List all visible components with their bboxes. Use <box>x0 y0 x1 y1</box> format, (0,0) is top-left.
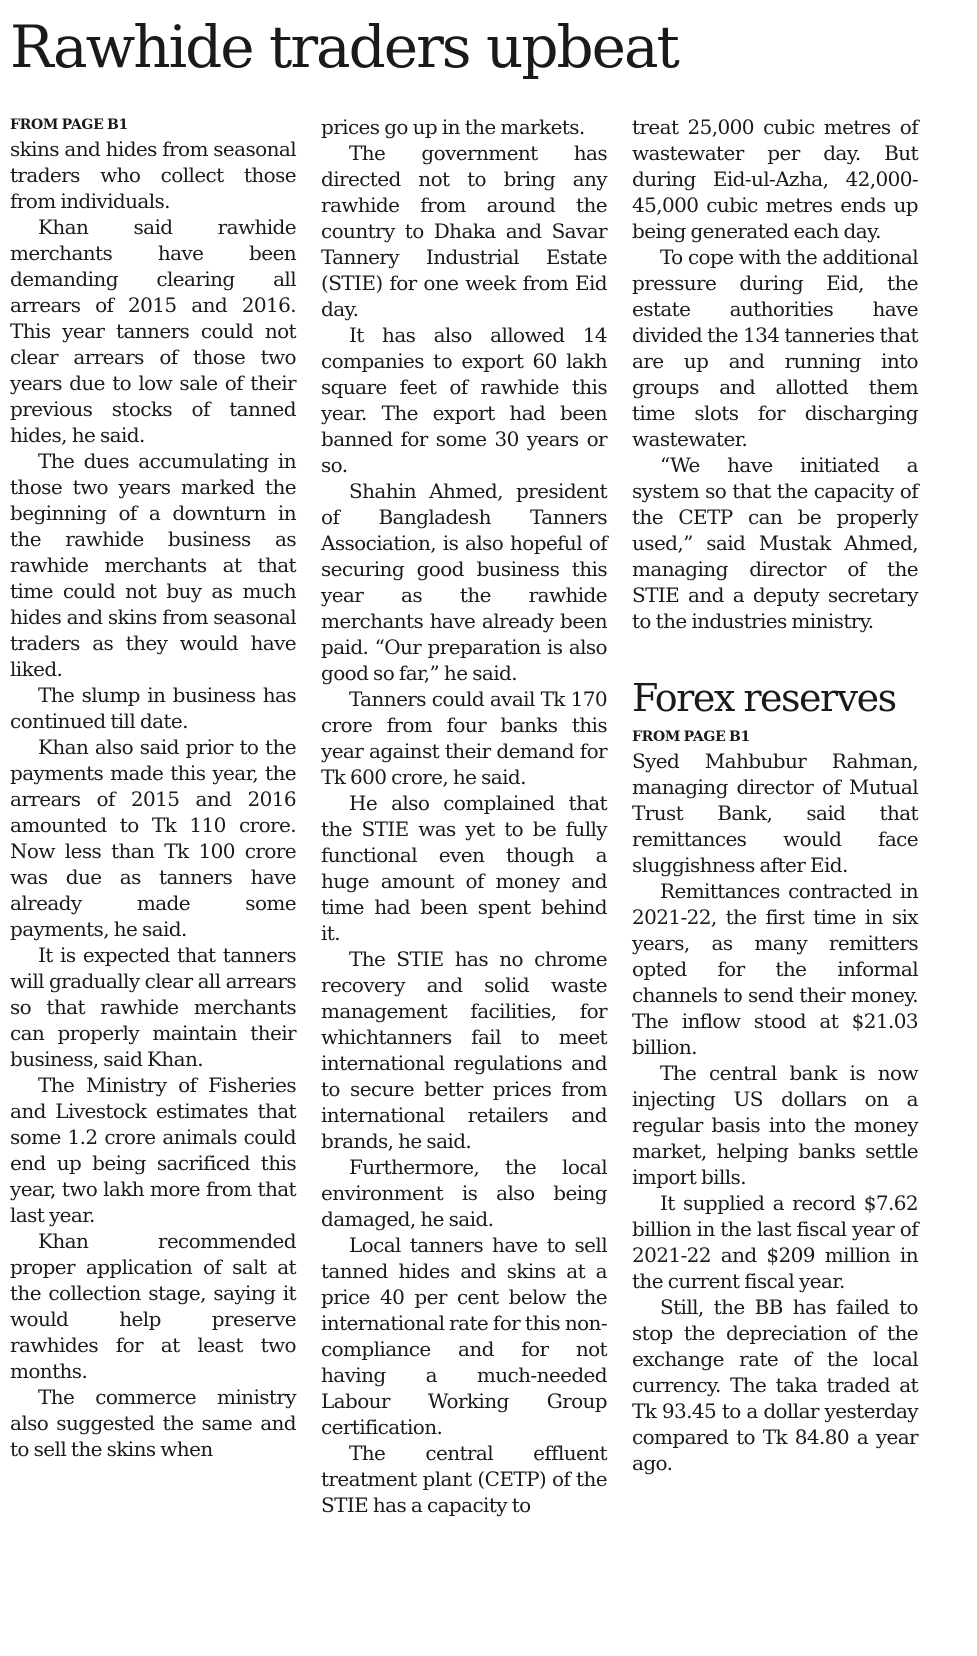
article-headline: Rawhide traders upbeat <box>10 13 678 81</box>
paragraph: It is expected that tanners will gradually clear all arrears so that rawhide merchants can properly maintain their business, said Khan. <box>10 943 296 1071</box>
forex-headline: Forex reserves <box>632 676 896 720</box>
article-column-1 <box>10 114 296 1462</box>
paragraph: Tanners could avail Tk 170 crore from four banks this year against their demand for Tk 600 crore, he said. <box>321 687 607 789</box>
paragraph: The commerce ministry also suggested the same and to sell the skins when <box>10 1385 296 1461</box>
paragraph: Khan also said prior to the payments made this year, the arrears of 2015 and 2016 amounted to Tk 110 crore. Now less than Tk 100 crore was due as tanners have already made some payments, he said. <box>10 735 296 941</box>
paragraph: The slump in business has continued till date. <box>10 683 296 733</box>
paragraph: The central bank is now injecting US dollars on a regular basis into the money market, helping banks settle import bills. <box>632 1061 918 1189</box>
paragraph: The central effluent treatment plant (CETP) of the STIE has a capacity to <box>321 1441 607 1517</box>
paragraph: “We have initiated a system so that the capacity of the CETP can be properly used,” said Mustak Ahmed, managing director of the STIE and a deputy secretary to the industries ministry. <box>632 453 918 633</box>
paragraph: It supplied a record $7.62 billion in the last fiscal year of 2021-22 and $209 million in the current fiscal year. <box>632 1191 918 1293</box>
continuation-kicker: FROM PAGE B1 <box>10 117 128 133</box>
paragraph: He also complained that the STIE was yet to be fully functional even though a huge amount of money and time had been spent behind it. <box>321 791 607 945</box>
article-column-2 <box>321 114 607 1518</box>
paragraph: treat 25,000 cubic metres of wastewater per day. But during Eid-ul-Azha, 42,000-45,000 cubic metres ends up being generated each day. <box>632 115 918 243</box>
paragraph: Khan said rawhide merchants have been demanding clearing all arrears of 2015 and 2016. This year tanners could not clear arrears of those two years due to low sale of their previous stocks of tanned hides, he said. <box>10 215 296 447</box>
paragraph: prices go up in the markets. <box>321 115 585 139</box>
paragraph: Remittances contracted in 2021-22, the first time in six years, as many remitters opted for the informal channels to send their money. The inflow stood at $21.03 billion. <box>632 879 918 1059</box>
paragraph: The dues accumulating in those two years marked the beginning of a downturn in the rawhide business as rawhide merchants at that time could not buy as much hides and skins from seasonal traders as they would have liked. <box>10 449 296 681</box>
article-column-3 <box>632 114 918 1476</box>
paragraph: Syed Mahbubur Rahman, managing director of Mutual Trust Bank, said that remittances would face sluggishness after Eid. <box>632 749 918 877</box>
paragraph: It has also allowed 14 companies to export 60 lakh square feet of rawhide this year. The export had been banned for some 30 years or so. <box>321 323 607 477</box>
paragraph: Still, the BB has failed to stop the depreciation of the exchange rate of the local currency. The taka traded at Tk 93.45 to a dollar yesterday compared to Tk 84.80 a year ago. <box>632 1295 918 1475</box>
continuation-kicker: FROM PAGE B1 <box>632 729 750 745</box>
paragraph: The STIE has no chrome recovery and solid waste management facilities, for whichtanners fail to meet international regulations and to secure better prices from international retailers and brands, he said. <box>321 947 607 1153</box>
paragraph: skins and hides from seasonal traders who collect those from individuals. <box>10 137 296 213</box>
paragraph: The government has directed not to bring any rawhide from around the country to Dhaka and Savar Tannery Industrial Estate (STIE) for one week from Eid day. <box>321 141 607 321</box>
paragraph: Khan recommended proper application of salt at the collection stage, saying it would help preserve rawhides for at least two months. <box>10 1229 296 1383</box>
paragraph: Furthermore, the local environment is also being damaged, he said. <box>321 1155 607 1231</box>
paragraph: Shahin Ahmed, president of Bangladesh Tanners Association, is also hopeful of securing good business this year as the rawhide merchants have already been paid. “Our preparation is also good so far,” he said. <box>321 479 607 685</box>
paragraph: To cope with the additional pressure during Eid, the estate authorities have divided the 134 tanneries that are up and running into groups and allotted them time slots for discharging wastewater. <box>632 245 918 451</box>
paragraph: Local tanners have to sell tanned hides and skins at a price 40 per cent below the international rate for this non-compliance and for not having a much-needed Labour Working Group certification. <box>321 1233 607 1439</box>
paragraph: The Ministry of Fisheries and Livestock estimates that some 1.2 crore animals could end up being sacrificed this year, two lakh more from that last year. <box>10 1073 296 1227</box>
